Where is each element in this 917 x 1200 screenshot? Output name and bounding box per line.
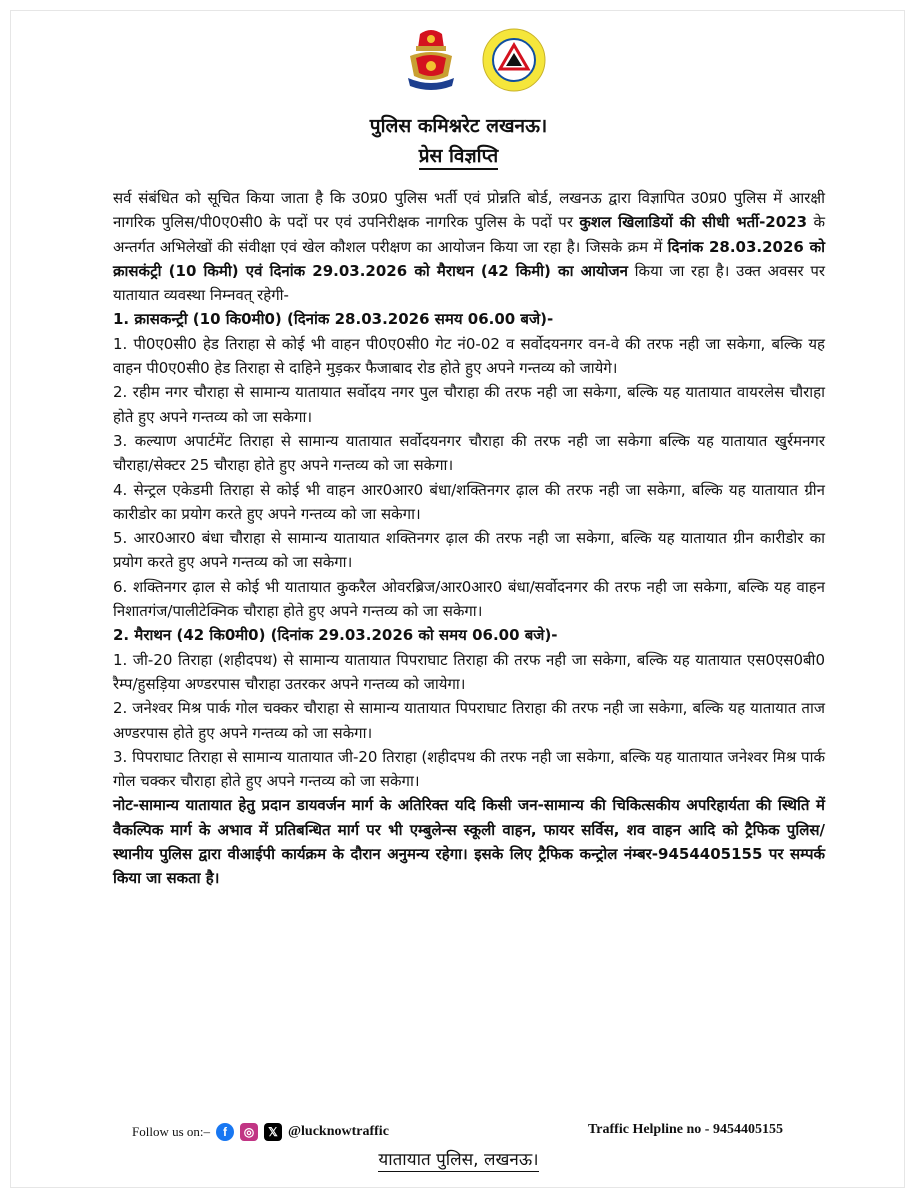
instagram-icon[interactable]: ◎ [240, 1123, 258, 1141]
section1-item: 3. कल्याण अपार्टमेंट तिराहा से सामान्य यातायात सर्वोदयनगर चौराहा की तरफ नही जा सकेगा बल्कि यह यातायात खुर्रमनगर चौराहा/सेक्टर 25 चौराहा होते हुए अपने गन्तव्य को जा सकेगा। [113, 431, 825, 475]
page-title: पुलिस कमिश्नरेट लखनऊ। [369, 115, 548, 137]
facebook-icon[interactable]: f [216, 1123, 234, 1141]
intro-bold-2: दिनांक 28.03.2026 को क्रासकंट्री (10 किमी) एवं दिनांक 29.03.2026 को मैराथन (42 किमी) का आयोजन [113, 237, 825, 280]
section2-heading: 2. मैराथन (42 कि0मी0) (दिनांक 29.03.2026 को समय 06.00 बजे)- [113, 626, 558, 645]
section2-item: 1. जी-20 तिराहा (शहीदपथ) से सामान्य यातायात पिपराघाट तिराहा की तरफ नही जा सकेगा, बल्कि यह यातायात एस0एस0बी0 रैम्प/हुसड़िया अण्डरपास चौराहा उतरकर अपने गन्तव्य को जायेगा। [113, 650, 825, 693]
section1-item: 2. रहीम नगर चौराहा से सामान्य यातायात सर्वोदय नगर पुल चौराहा की तरफ नही जा सकेगा, बल्कि यह यातायात वायरलेस चौराहा होते हुए अपने गन्तव्य को जा सकेगा। [113, 383, 825, 426]
x-twitter-icon[interactable]: 𝕏 [264, 1123, 282, 1141]
document-body [113, 186, 825, 891]
intro-text-2: के अन्तर्गत अभिलेखों की संवीक्षा एवं खेल कौशल परीक्षण का आयोजन किया जा रहा है। जिसके क्रम में [113, 213, 825, 256]
traffic-police-emblem-icon [482, 28, 546, 92]
signoff-text: यातायात पुलिस, लखनऊ। [378, 1150, 539, 1170]
intro-text-1: सर्व संबंधित को सूचित किया जाता है कि उ0प्र0 पुलिस भर्ती एवं प्रोन्नति बोर्ड, लखनऊ द्वारा विज्ञापित उ0प्र0 पुलिस में आरक्षी नागरिक पुलिस/पी0ए0सी0 के पदों पर एवं उपनिरीक्षक नागरिक पुलिस के पदों पर [113, 189, 825, 232]
header-logos [400, 26, 550, 96]
section2-item: 3. पिपराघाट तिराहा से सामान्य यातायात जी-20 तिराहा (शहीदपथ की तरफ नही जा सकेगा, बल्कि यह यातायात जनेश्वर मिश्र पार्क गोल चक्कर चौराहा होते हुए अपने गन्तव्य को जा सकेगा। [113, 747, 825, 791]
section1-heading: 1. क्रासकन्ट्री (10 कि0मी0) (दिनांक 28.03.2026 समय 06.00 बजे)- [113, 310, 554, 329]
section1-item: 4. सेन्ट्रल एकेडमी तिराहा से कोई भी वाहन आर0आर0 बंधा/शक्तिनगर ढ़ाल की तरफ नही जा सकेगा, बल्कि यह यातायात ग्रीन कारीडोर का प्रयोग करते हुए अपने गन्तव्य को जा सकेगा। [113, 480, 825, 523]
follow-us-label: Follow us on:– [132, 1124, 211, 1139]
up-police-emblem-icon [400, 26, 462, 96]
press-release-label: प्रेस विज्ञप्ति [419, 145, 499, 170]
signoff [0, 1147, 917, 1170]
section1-item: 5. आर0आर0 बंधा चौराहा से सामान्य यातायात शक्तिनगर ढ़ाल की तरफ नही जा सकेगा, बल्कि यह यातायात ग्रीन कारीडोर का प्रयोग करते हुए अपने गन्तव्य को जा सकेगा। [113, 529, 825, 572]
follow-us-bar [132, 1121, 389, 1143]
note-paragraph: नोट-सामान्य यातायात हेतु प्रदान डायवर्जन मार्ग के अतिरिक्त यदि किसी जन-सामान्य की चिकित्सकीय अपरिहार्यता की स्थिति में वैकल्पिक मार्ग के अभाव में प्रतिबन्धित मार्ग पर भी एम्बुलेन्स स्कूली वाहन, फायर सर्विस, शव वाहन आदि को ट्रैफिक पुलिस/स्थानीय पुलिस द्वारा वीआईपी कार्यक्रम के दौरान अनुमन्य रहेगा। इसके लिए ट्रैफिक कन्ट्रोल नंम्बर-9454405155 पर सम्पर्क किया जा सकता है। [113, 796, 825, 888]
section2-item: 2. जनेश्वर मिश्र पार्क गोल चक्कर चौराहा से सामान्य यातायात पिपराघाट तिराहा की तरफ नही जा सकेगा, बल्कि यह यातायात ताज अण्डरपास होते हुए अपने गन्तव्य को जा सकेगा। [113, 699, 825, 742]
helpline-number: Traffic Helpline no - 9454405155 [588, 1122, 783, 1137]
intro-text-3: किया जा रहा है। उक्त अवसर पर यातायात व्यवस्था निम्नवत् रहेगी- [113, 261, 825, 305]
press-release-heading [0, 142, 917, 168]
intro-paragraph [113, 186, 825, 307]
section1-item: 6. शक्तिनगर ढ़ाल से कोई भी यातायात कुकरैल ओवरब्रिज/आर0आर0 बंधा/सर्वोदनगर की तरफ नही जा सकेगा, बल्कि यह वाहन निशातगंज/पालीटेक्निक चौराहा होते हुए अपने गन्तव्य को जा सकेगा। [113, 577, 825, 621]
intro-bold-1: कुशल खिलाडियों की सीधी भर्ती-2023 [579, 213, 808, 232]
section1-item: 1. पी0ए0सी0 हेड तिराहा से कोई भी वाहन पी0ए0सी0 गेट नं0-02 व सर्वोदयनगर वन-वे की तरफ नही जा सकेगा, बल्कि यह वाहन पी0ए0सी0 हेड तिराहा से दाहिने मुड़कर फैजाबाद रोड होते हुए अपने गन्तव्य को जायेगे। [113, 334, 825, 378]
social-handle: @lucknowtraffic [288, 1124, 389, 1139]
